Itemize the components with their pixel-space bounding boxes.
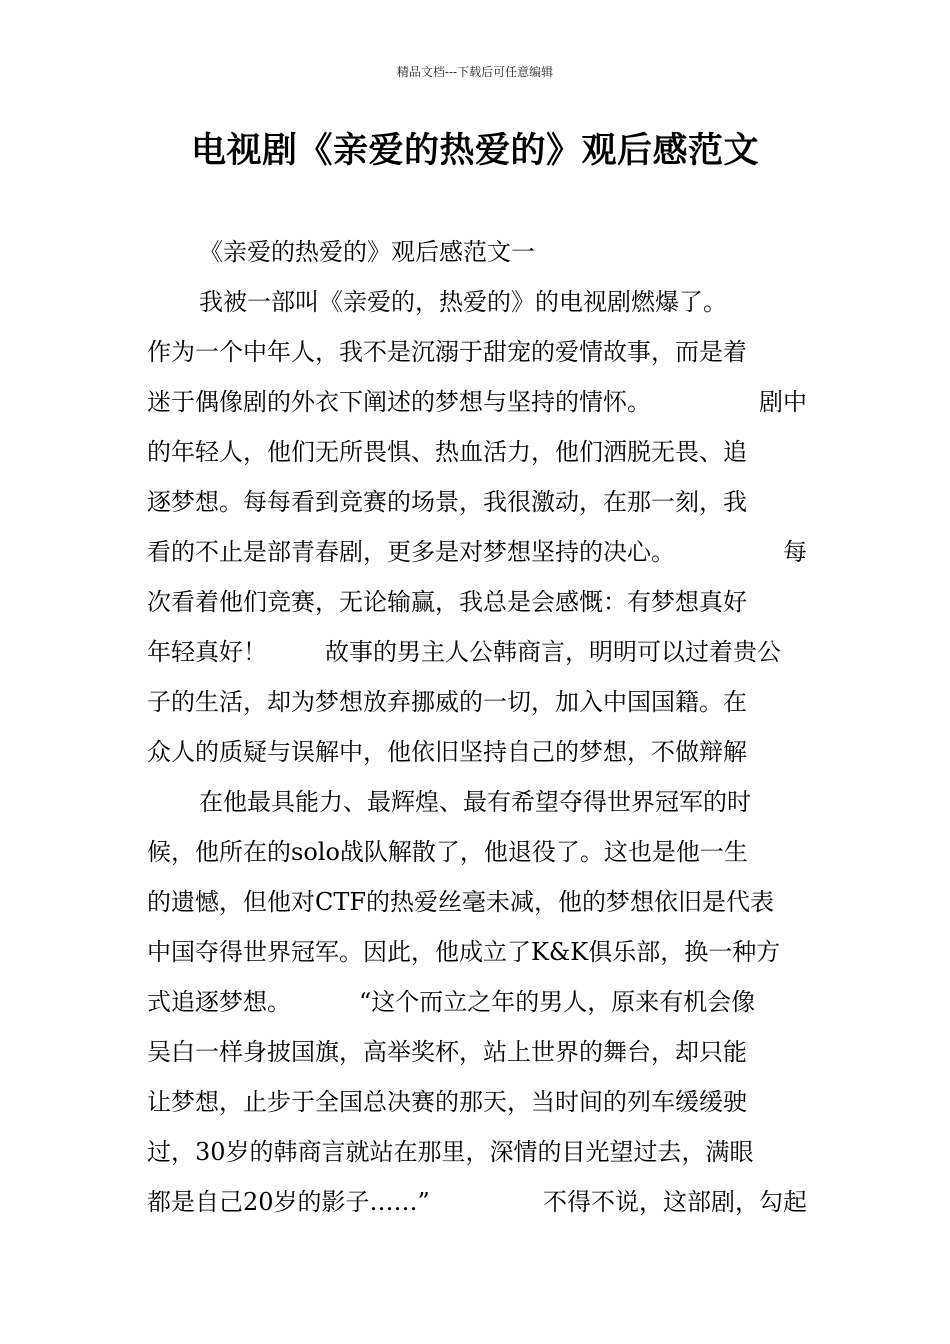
section-heading: 《亲爱的热爱的》观后感范文一: [199, 238, 535, 266]
paragraph-line: 过，30岁的韩商言就站在那里，深情的目光望过去，满眼: [147, 1138, 754, 1166]
paragraph-line: 我被一部叫《亲爱的，热爱的》的电视剧燃爆了。: [199, 288, 727, 316]
text-segment: 每: [783, 538, 807, 566]
text-segment: 迷于偶像剧的外衣下阐述的梦想与坚持的情怀。: [147, 388, 651, 416]
paragraph-line: [147, 377, 807, 427]
paragraph-line: [147, 527, 807, 577]
text-segment: 都是自己20岁的影子……”: [147, 1188, 430, 1216]
paragraph-line: [147, 627, 807, 677]
text-segment: 看的不止是部青春剧，更多是对梦想坚持的决心。: [147, 538, 675, 566]
paragraph-line: 在他最具能力、最辉煌、最有希望夺得世界冠军的时: [199, 788, 751, 816]
text-segment: 式追逐梦想。: [147, 988, 291, 1016]
paragraph-line: 次看着他们竞赛，无论输赢，我总是会感慨：有梦想真好: [147, 588, 747, 616]
text-segment: 不得不说，这部剧，勾起: [543, 1188, 807, 1216]
paragraph-line: 逐梦想。每每看到竞赛的场景，我很激动，在那一刻，我: [147, 488, 747, 516]
paragraph-line: 作为一个中年人，我不是沉溺于甜宠的爱情故事，而是着: [147, 338, 747, 366]
text-segment: “这个而立之年的男人，原来有机会像: [359, 988, 756, 1016]
paragraph-line: 子的生活，却为梦想放弃挪威的一切，加入中国国籍。在: [147, 688, 747, 716]
document-body: [147, 227, 807, 1227]
text-segment: 故事的男主人公韩商言，明明可以过着贵公: [325, 638, 781, 666]
paragraph-line: [147, 1177, 807, 1227]
paragraph-line: 众人的质疑与误解中，他依旧坚持自己的梦想，不做辩解: [147, 738, 747, 766]
text-segment: 剧中: [759, 388, 807, 416]
paragraph-line: 中国夺得世界冠军。因此，他成立了K&K俱乐部，换一种方: [147, 938, 781, 966]
paragraph-line: 吴白一样身披国旗，高举奖杯，站上世界的舞台，却只能: [147, 1038, 747, 1066]
paragraph-line: 候，他所在的solo战队解散了，他退役了。这也是他一生: [147, 838, 748, 866]
paragraph-line: 的年轻人，他们无所畏惧、热血活力，他们洒脱无畏、追: [147, 438, 747, 466]
paragraph-line: 的遗憾，但他对CTF的热爱丝毫未减，他的梦想依旧是代表: [147, 888, 775, 916]
page-header: 精品文档---下载后可任意编辑: [396, 65, 554, 79]
document-title: 电视剧《亲爱的热爱的》观后感范文: [190, 131, 759, 171]
paragraph-line: [147, 977, 807, 1027]
text-segment: 年轻真好！: [147, 638, 267, 666]
paragraph-line: 让梦想，止步于全国总决赛的那天，当时间的列车缓缓驶: [147, 1088, 747, 1116]
